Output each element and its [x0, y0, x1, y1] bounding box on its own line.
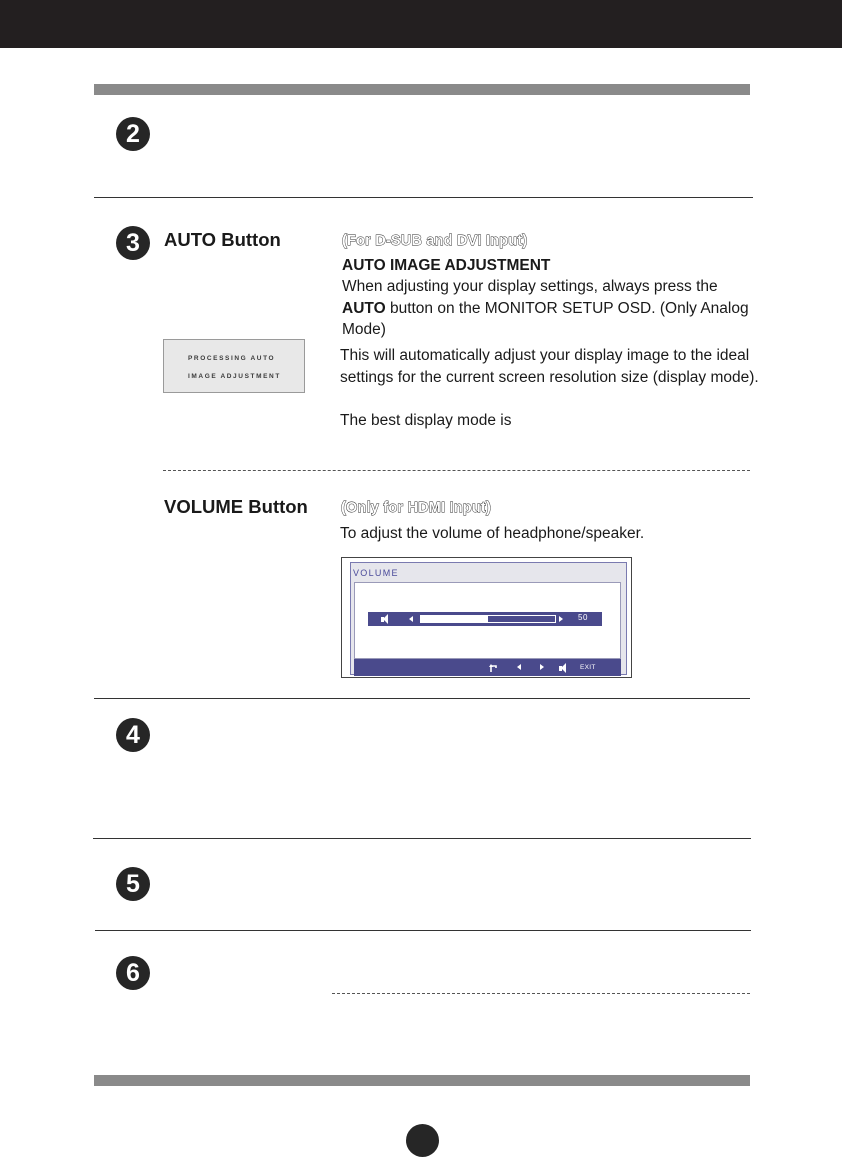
volume-osd-panel — [354, 582, 621, 659]
left-arrow-icon — [409, 616, 413, 622]
best-display-mode-text: The best display mode is — [340, 412, 512, 429]
auto-button-title: AUTO Button — [164, 229, 281, 250]
auto-input-note: (For D-SUB and DVI Input) — [342, 233, 528, 249]
return-icon — [489, 663, 498, 673]
section-number-6: 6 — [116, 956, 150, 990]
auto-image-adjustment-heading: AUTO IMAGE ADJUSTMENT — [342, 257, 551, 274]
auto-description: When adjusting your display settings, always press the AUTO button on the MONITOR SETUP OSD. (Only Analog Mode) — [342, 278, 749, 338]
volume-input-note: (Only for HDMI Input) — [341, 500, 491, 516]
page-number-dot — [406, 1124, 439, 1157]
section-divider-5 — [95, 930, 751, 931]
auto-result-description: This will automatically adjust your display image to the ideal settings for the current screen resolution size (display mode). — [340, 347, 759, 386]
section-number-2: 2 — [116, 117, 150, 151]
section-divider-3 — [94, 698, 750, 699]
right-arrow-icon — [559, 616, 563, 622]
volume-button-title: VOLUME Button — [164, 496, 308, 517]
bottom-rule — [94, 1075, 750, 1086]
footer-speaker-icon — [559, 663, 569, 673]
volume-value: 50 — [578, 613, 588, 622]
volume-slider-bar — [368, 612, 602, 626]
volume-slider-fill — [421, 616, 488, 622]
section-number-4: 4 — [116, 718, 150, 752]
auto-volume-dashed-divider — [163, 470, 750, 471]
osd-message-line-2: IMAGE ADJUSTMENT — [188, 373, 281, 380]
section-divider-2 — [94, 197, 753, 198]
section-divider-4 — [93, 838, 751, 839]
auto-bold-word: AUTO — [342, 299, 386, 317]
osd-message-line-1: PROCESSING AUTO — [188, 355, 276, 362]
footer-left-arrow-icon — [517, 664, 521, 670]
top-header-bar — [0, 0, 842, 48]
footer-exit-label: EXIT — [580, 664, 596, 671]
speaker-icon — [381, 614, 391, 624]
volume-osd-illustration — [341, 557, 632, 678]
volume-osd-title: VOLUME — [353, 568, 399, 578]
section-number-5: 5 — [116, 867, 150, 901]
volume-description: To adjust the volume of headphone/speaker. — [340, 525, 645, 542]
top-rule — [94, 84, 750, 95]
footer-right-arrow-icon — [540, 664, 544, 670]
volume-osd-window — [350, 562, 627, 675]
volume-slider-track — [420, 615, 556, 623]
auto-processing-osd — [163, 339, 305, 393]
section-6-dashed-divider — [332, 993, 750, 994]
volume-osd-footer — [354, 659, 621, 676]
section-number-3: 3 — [116, 226, 150, 260]
